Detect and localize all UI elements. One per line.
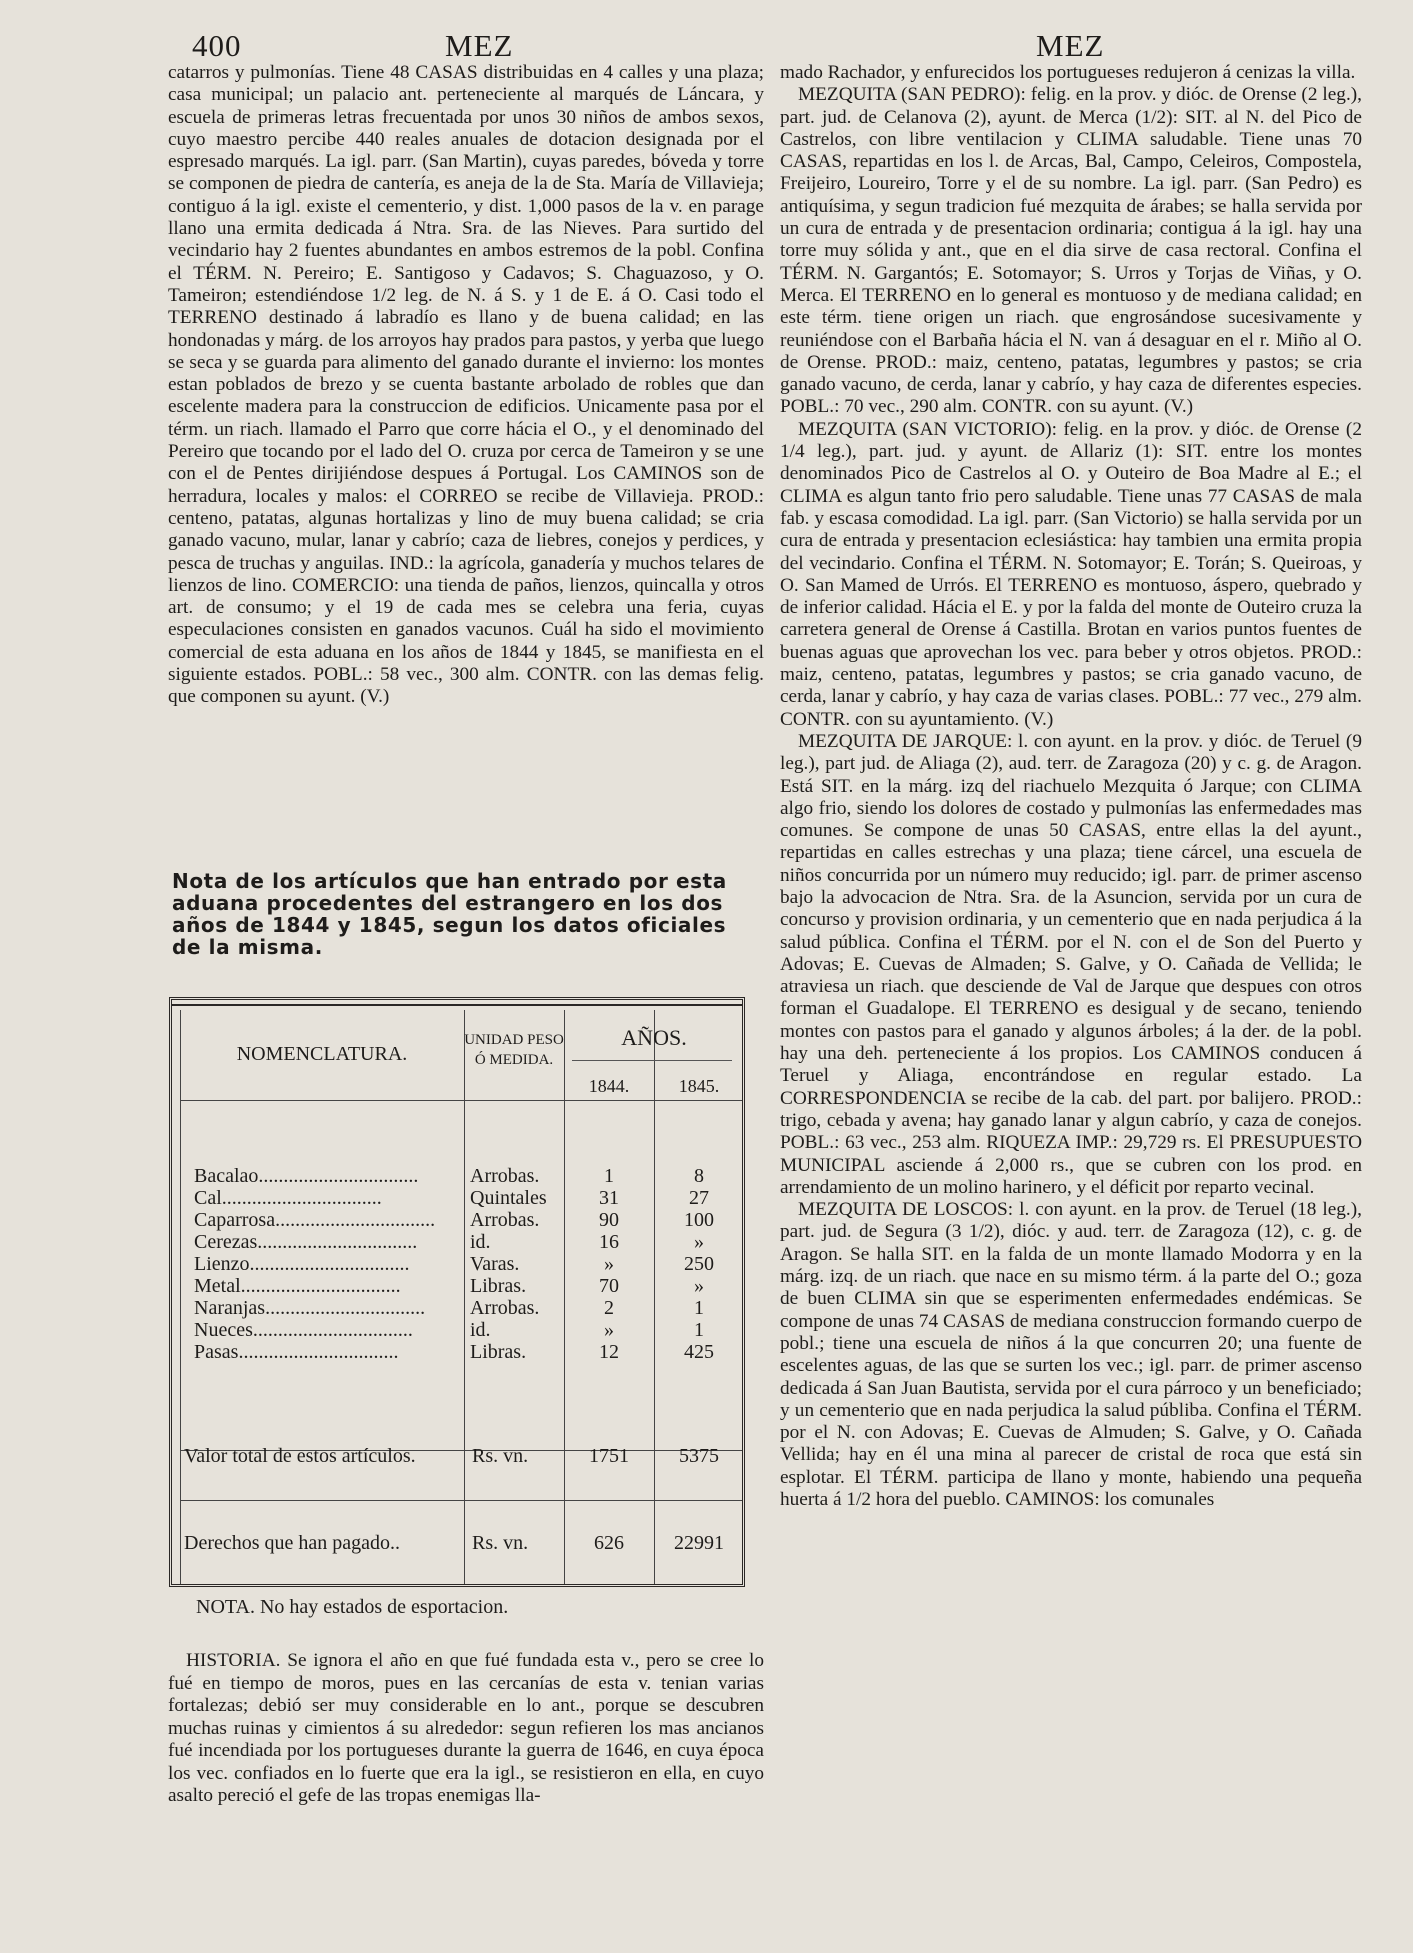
table-row-1844: 31: [599, 1187, 619, 1209]
table-row-1844: 12: [599, 1341, 619, 1363]
leader-dots: ................................: [252, 1319, 413, 1341]
header-unidad: UNIDAD PESO Ó MEDIDA.: [464, 1032, 564, 1068]
table-row-1845: 425: [684, 1341, 714, 1363]
derechos-1845: 22991: [674, 1532, 724, 1554]
row-name-text: Pasas: [194, 1341, 239, 1363]
table-row-unit: Arrobas.: [470, 1297, 540, 1319]
table-row-1845: 8: [694, 1165, 704, 1187]
customs-table: [169, 997, 745, 1587]
left-column: [168, 62, 764, 709]
historia-text: HISTORIA. Se ignora el año en que fué fundada esta v., pero se cree lo fué en tiempo de moros, pues en las cercanías de esta v. tenian varias fortalezas; debió ser muy considerable en lo ant., porque se descubren muchas ruinas y cimientos á su alrededor: segun refieren los mas ancianos fué incendiada por los portugueses durante la guerra de 1646, en cuya época los vec. confiados en lo fuerte que era la igl., se resistieron en ella, en cuyo asalto pereció el gefe de las tropas enemigas lla-: [168, 1650, 764, 1806]
row-name-text: Metal: [194, 1275, 241, 1297]
nota-line: NOTA. No hay estados de esportacion.: [196, 1596, 509, 1618]
table-row-1844: 2: [604, 1297, 614, 1319]
table-row-unit: id.: [470, 1231, 491, 1253]
leader-dots: ................................: [221, 1187, 382, 1209]
right-paragraph: mado Rachador, y enfurecidos los portugueses redujeron á cenizas la villa.: [780, 62, 1356, 83]
running-head-right: MEZ: [1036, 28, 1105, 63]
header-1844: 1844.: [588, 1076, 630, 1096]
row-name-text: Lienzo: [194, 1253, 250, 1275]
table-row-unit: Libras.: [470, 1341, 527, 1363]
row-name-text: Naranjas: [194, 1297, 266, 1319]
table-row-1845: 100: [684, 1209, 714, 1231]
table-row-unit: Arrobas.: [470, 1209, 540, 1231]
row-name-text: Caparrosa: [194, 1209, 276, 1231]
table-row-1845: 250: [684, 1253, 714, 1275]
page-number: 400: [192, 28, 242, 63]
row-name-text: Nueces: [194, 1319, 253, 1341]
leader-dots: ................................: [258, 1165, 419, 1187]
right-column: [780, 62, 1362, 1511]
table-row-1845: 27: [689, 1187, 709, 1209]
leader-dots: ................................: [275, 1209, 436, 1231]
table-row-name: [194, 1275, 456, 1298]
table-row-name: [194, 1209, 456, 1232]
table-row-1844: 70: [599, 1275, 619, 1297]
right-paragraph: MEZQUITA (SAN PEDRO): felig. en la prov. y dióc. de Orense (2 leg.), part. jud. de Celanova (2), ayunt. de Merca (1/2): SIT. al N. del Pico de Castrelos, con libre ventilacion y CLIMA saludable. Tiene unas 70 CASAS, repartidas en los l. de Arcas, Bal, Campo, Celeiros, Compostela, Freijeiro, Loureiro, Torre y el de su nombre. La igl. parr. (San Pedro) es antiquísima, y segun tradicion fué mezquita de árabes; se halla servida por un cura de entrada y de presentacion ordinaria; contigua á la igl. hay una torre muy sólida y ant., que en el dia sirve de casa rectoral. Confina el TÉRM. N. Gargantós; E. Sotomayor; S. Urros y Torjas de Viñas, y O. Merca. El TERRENO en lo general es montuoso y de mediana calidad; en este térm. tiene origen un riach. que engrosándose sucesivamente y reuniéndose con el Barbaña hácia el N. van á desaguar en el r. Miño al O. de Orense. PROD.: maiz, centeno, patatas, legumbres y pastos; se cria ganado vacuno, de cerda, lanar y cabrío, y hay caza de diferentes especies. POBL.: 70 vec., 290 alm. CONTR. con su ayunt. (V.): [780, 84, 1362, 418]
derechos-unit: Rs. vn.: [472, 1532, 529, 1554]
table-row-unit: Libras.: [470, 1275, 527, 1297]
right-paragraph: MEZQUITA DE LOSCOS: l. con ayunt. en la prov. de Teruel (18 leg.), part. jud. de Segura (3 1/2), dióc. y aud. terr. de Zaragoza (12), c. g. de Aragon. Se halla SIT. en la falda de un monte llamado Modorra y en la márg. izq. de un riach. que nace en su mismo térm. á la parte del O.; goza de buen CLIMA sin que se esperimenten enfermedades endémicas. Se compone de unas 74 CASAS de mediana construccion formando cuerpo de pobl.; tiene una escuela de niños á la que concurren 20; una fuente de escelentes aguas, de las que se surten los vec.; igl. parr. de primer ascenso dedicada á San Juan Bautista, servida por el cura párroco y un beneficiado; y un cementerio que en nada perjudica la salud públiba. Confina el TÉRM. por el N. con Adovas; E. Cuevas de Almuden; S. Galve, y O. Cañada Vellida; hay en él una mina al parecer de cristal de roca que está sin esplotar. El TÉRM. participa de llano y monte, habiendo una pequeña huerta á 1/2 hora del pueblo. CAMINOS: los comunales: [780, 1199, 1362, 1510]
table-row-unit: Arrobas.: [470, 1165, 540, 1187]
right-paragraph: MEZQUITA (SAN VICTORIO): felig. en la prov. y dióc. de Orense (2 1/4 leg.), part. jud. y ayunt. de Allariz (1): SIT. entre los montes denominados Pico de Castrelos al O. y Outeiro de Boa Madre al E.; el CLIMA es algun tanto frio pero saludable. Tiene unas 77 CASAS de mala fab. y escasa comodidad. La igl. parr. (San Victorio) se halla servida por un cura de entrada y presentacion eclesiástica: hay tambien una ermita propia del vecindario. Confina el TÉRM. N. Sotomayor; E. Torán; S. Queiroas, y O. San Mamed de Urrós. El TERRENO es montuoso, áspero, quebrado y de inferior calidad. Hácia el E. y por la falda del monte de Outeiro cruza la carretera general de Orense á Castilla. Brotan en varios puntos fuentes de buenas aguas que aprovechan los vec. para beber y otros objetos. PROD.: maiz, centeno, patatas, legumbres y pastos; se cria ganado vacuno, de cerda, lanar y cabrío, y hay caza de varias clases. POBL.: 77 vec., 279 alm. CONTR. con su ayuntamiento. (V.): [780, 418, 1362, 730]
total-label: Valor total de estos artículos.: [184, 1445, 416, 1467]
table-row-1845: 1: [694, 1297, 704, 1319]
leader-dots: ................................: [240, 1275, 401, 1297]
table-row-unit: id.: [470, 1319, 491, 1341]
table-row-1844: »: [604, 1253, 614, 1275]
row-name-text: Cal: [194, 1187, 222, 1209]
table-row-name: [194, 1341, 456, 1364]
total-unit: Rs. vn.: [472, 1445, 529, 1467]
table-row-name: [194, 1319, 456, 1342]
header-anos: AÑOS.: [621, 1025, 687, 1050]
nota-title: Nota de los artículos que han entrado por esta aduana procedentes del estrangero en los dos años de 1844 y 1845, segun los datos oficiales de la misma.: [172, 869, 727, 959]
table-row-1844: »: [604, 1319, 614, 1341]
table-row-unit: Varas.: [470, 1253, 520, 1275]
table-row-name: [194, 1165, 456, 1188]
leader-dots: ................................: [238, 1341, 399, 1363]
leader-dots: ................................: [257, 1231, 418, 1253]
table-row-name: [194, 1253, 456, 1276]
table-row-1844: 90: [599, 1209, 619, 1231]
right-paragraph: MEZQUITA DE JARQUE: l. con ayunt. en la prov. y dióc. de Teruel (9 leg.), part jud. de Aliaga (2), aud. terr. de Zaragoza (20) y c. g. de Aragon. Está SIT. en la márg. izq del riachuelo Mezquita ó Jarque; con CLIMA algo frio, siendo los dolores de costado y pulmonías las enfermedades mas comunes. Se compone de unas 50 CASAS, entre ellas la del ayunt., repartidas en calles estrechas y una plaza; tiene cárcel, una escuela de niños concurrida por un número muy reducido; igl. parr. de primer ascenso bajo la advocacion de Ntra. Sra. de la Asuncion, servida por un cura de concurso y provision ordinaria, y un cementerio que en nada perjudica á la salud pública. Confina el TÉRM. por el N. con el de Son del Puerto y Adovas; E. Cuevas de Almaden; S. Galve, y O. Cañada de Vellida; le atraviesa un riach. que desciende de Val de Jarque que despues con otros forman el Guadalope. El TERRENO es desigual y de secano, teniendo montes con pastos para el ganado y algunos árboles; á la der. de la pobl. hay una deh. perteneciente á los propios. Los CAMINOS conducen á Teruel y Aliaga, encontrándose en regular estado. La CORRESPONDENCIA se recibe de la cab. del part. por balijero. PROD.: trigo, cebada y avena; hay ganado lanar y algun cabrío, y caza de conejos. POBL.: 63 vec., 253 alm. RIQUEZA IMP.: 29,729 rs. El PRESUPUESTO MUNICIPAL asciende á 2,000 rs., que se cubren con los prod. en arrendamiento de un molino harinero, y el déficit por reparto vecinal.: [780, 730, 1362, 1198]
row-name-text: Bacalao: [194, 1165, 259, 1187]
table-row-1844: 16: [599, 1231, 619, 1253]
derechos-1844: 626: [594, 1532, 624, 1554]
table-row-1845: »: [694, 1231, 704, 1253]
leader-dots: ................................: [265, 1297, 426, 1319]
table-row-1845: 1: [694, 1319, 704, 1341]
total-1844: 1751: [589, 1445, 629, 1467]
table-row-1845: »: [694, 1275, 704, 1297]
table-row-unit: Quintales: [470, 1187, 547, 1209]
derechos-label: Derechos que han pagado..: [184, 1532, 401, 1554]
table-row-name: [194, 1297, 456, 1320]
row-name-text: Cerezas: [194, 1231, 258, 1253]
left-paragraph: catarros y pulmonías. Tiene 48 CASAS distribuidas en 4 calles y una plaza; casa municipal; un palacio ant. perteneciente al marqués de Láncara, y escuela de primeras letras frecuentada por unos 30 niños de ambos sexos, cuyo maestro percibe 440 reales anuales de dotacion designada por el espresado marqués. La igl. parr. (San Martin), cuyas paredes, bóveda y torre se componen de piedra de cantería, es aneja de la de Sta. María de Villavieja; contiguo á la igl. existe el cementerio, y dist. 1,000 pasos de la v. en parage llano una ermita dedicada á Ntra. Sra. de las Nieves. Para surtido del vecindario hay 2 fuentes abundantes en ambos estremos de la pobl. Confina el TÉRM. N. Pereiro; E. Santigoso y Cadavos; S. Chaguazoso, y O. Tameiron; estendiéndose 1/2 leg. de N. á S. y 1 de E. á O. Casi todo el TERRENO destinado á labradío es llano y de buena calidad; en las hondonadas y márg. de los arroyos hay prados para pastos, y yerba que luego se seca y se guarda para alimento del ganado durante el invierno: los montes estan poblados de brezo y se cuenta bastante arbolado de robles que dan escelente madera para la construccion de edificios. Unicamente pasa por el térm. un riach. llamado el Parro que corre hácia el O., y el denominado del Pereiro que tocando por el lado del O. cruza por cerca de Tameiron y se une con el de Pentes dirijiéndose despues á Portugal. Los CAMINOS son de herradura, locales y malos: el CORREO se recibe de Villavieja. PROD.: centeno, patatas, algunas hortalizas y lino de muy buena calidad; se cria ganado vacuno, mular, lanar y cabrío; caza de liebres, conejos y perdices, y pesca de truchas y anguilas. IND.: la agrícola, ganadería y muchos telares de lienzos de lino. COMERCIO: una tienda de paños, lienzos, quincalla y otros art. de consumo; y el 19 de cada mes se celebra una feria, cuyas especulaciones consisten en ganados vacunos. Cuál ha sido el movimiento comercial de esta aduana en los años de 1844 y 1845, se manifiesta en el siguiente estados. POBL.: 58 vec., 300 alm. CONTR. con las demas felig. que componen su ayunt. (V.): [168, 62, 764, 708]
header-nomenclatura: NOMENCLATURA.: [236, 1043, 408, 1065]
historia-paragraph: [168, 1650, 764, 1808]
total-1845: 5375: [679, 1445, 719, 1467]
table-row-name: [194, 1231, 456, 1254]
header-1845: 1845.: [678, 1076, 720, 1096]
table-row-name: [194, 1187, 456, 1210]
leader-dots: ................................: [249, 1253, 410, 1275]
running-head-left: MEZ: [445, 28, 514, 63]
table-row-1844: 1: [604, 1165, 614, 1187]
